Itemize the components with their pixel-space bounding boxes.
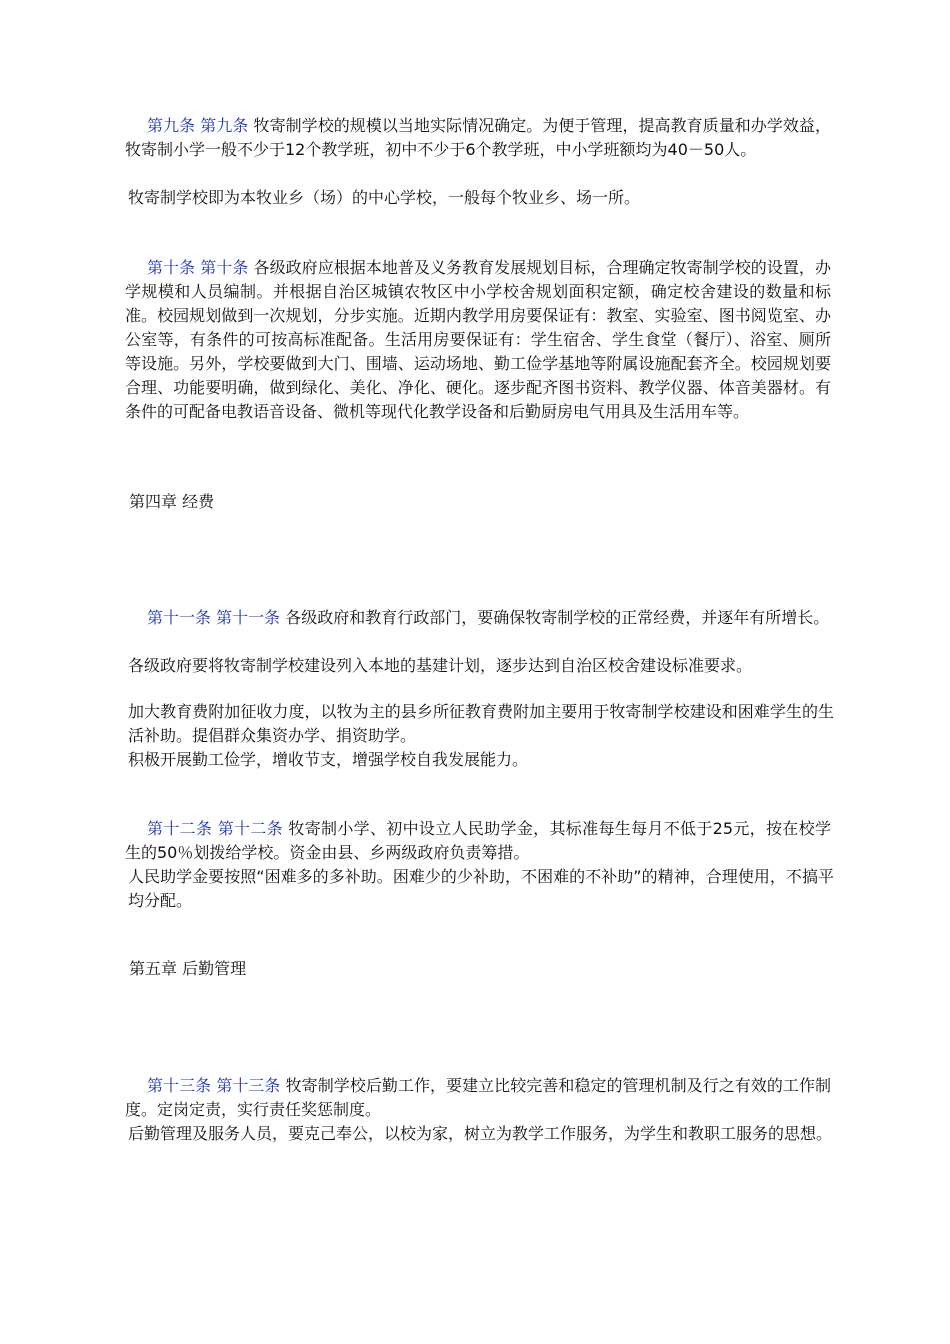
article-12 xyxy=(125,817,831,865)
article-body: 牧寄制学校后勤工作，要建立比较完善和稳定的管理机制及行之有效的工作制度。定岗定责，实行责任奖惩制度。 xyxy=(125,1076,831,1119)
article-label-repeat: 第十条 xyxy=(200,258,249,277)
chapter-heading-5: 第五章 后勤管理 xyxy=(129,959,247,978)
article-13 xyxy=(125,1074,831,1122)
article-9-note-1: 牧寄制学校即为本牧业乡（场）的中心学校，一般每个牧业乡、场一所。 xyxy=(128,188,641,207)
article-11-note-2: 加大教育费附加征收力度，以牧为主的县乡所征教育费附加主要用于牧寄制学校建设和困难学生的生活补助。提倡群众集资办学、捐资助学。 xyxy=(128,702,834,745)
article-label: 第十一条 xyxy=(147,608,212,627)
article-11 xyxy=(125,606,831,630)
article-label-repeat: 第九条 xyxy=(200,116,249,135)
article-label: 第十三条 xyxy=(147,1076,212,1095)
article-body: 各级政府和教育行政部门，要确保牧寄制学校的正常经费，并逐年有所增长。 xyxy=(285,608,830,627)
article-11-note-3: 积极开展勤工俭学，增收节支，增强学校自我发展能力。 xyxy=(128,750,529,769)
article-label: 第十条 xyxy=(147,258,196,277)
article-13-note-1: 后勤管理及服务人员，要克己奉公，以校为家，树立为教学工作服务，为学生和教职工服务的思想。 xyxy=(128,1124,833,1143)
article-label: 第十二条 xyxy=(147,819,213,838)
article-label-repeat: 第十二条 xyxy=(217,819,283,838)
article-label-repeat: 第十三条 xyxy=(216,1076,281,1095)
article-9 xyxy=(125,114,831,162)
article-label-repeat: 第十一条 xyxy=(216,608,281,627)
article-12-note-1: 人民助学金要按照“困难多的多补助。困难少的少补助，不困难的不补助”的精神，合理使用，不搞平均分配。 xyxy=(128,867,834,910)
article-body: 各级政府应根据本地普及义务教育发展规划目标，合理确定牧寄制学校的设置，办学规模和人员编制。并根据自治区城镇农牧区中小学校舍规划面积定额，确定校舍建设的数量和标准。校园规划做到一次规划，分步实施。近期内教学用房要保证有：教室、实验室、图书阅览室、办公室等，有条件的可按高标准配备。生活用房要保证有：学生宿舍、学生食堂（餐厅）、浴室、厕所等设施。另外，学校要做到大门、围墙、运动场地、勤工俭学基地等附属设施配套齐全。校园规划要合理、功能要明确，做到绿化、美化、净化、硬化。逐步配齐图书资料、教学仪器、体音美器材。有条件的可配备电教语音设备、微机等现代化教学设备和后勤厨房电气用具及生活用车等。 xyxy=(125,258,831,421)
chapter-heading-4: 第四章 经费 xyxy=(129,492,215,511)
article-10 xyxy=(125,256,831,424)
article-label: 第九条 xyxy=(147,116,196,135)
article-body: 牧寄制小学、初中设立人民助学金，其标准每生每月不低于25元，按在校学生的50％划拨给学校。资金由县、乡两级政府负责筹措。 xyxy=(125,819,831,862)
article-11-note-1: 各级政府要将牧寄制学校建设列入本地的基建计划，逐步达到自治区校舍建设标准要求。 xyxy=(128,656,753,675)
article-body: 牧寄制学校的规模以当地实际情况确定。为便于管理，提高教育质量和办学效益，牧寄制小学一般不少于12个教学班，初中不少于6个教学班，中小学班额均为40－50人。 xyxy=(125,116,831,159)
